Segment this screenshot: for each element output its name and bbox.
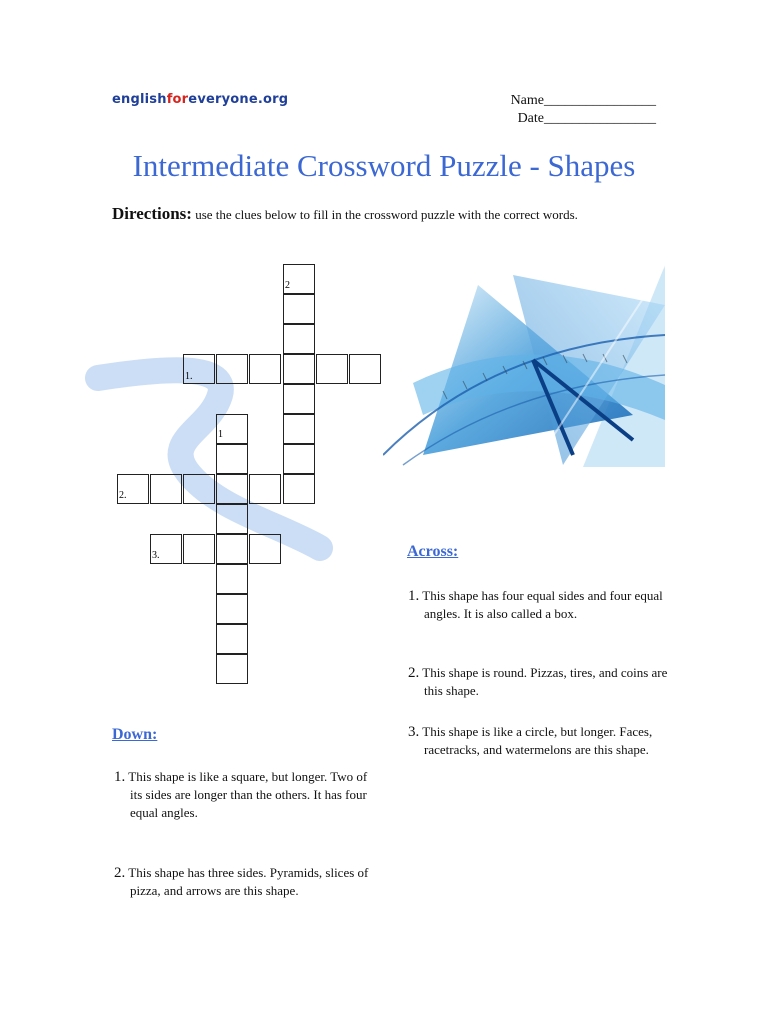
site-logo[interactable] (112, 92, 288, 107)
clue-number-across-2: 2. (119, 490, 127, 501)
across-clue-2 (408, 664, 669, 700)
across-clue-1-number: 1. (408, 588, 420, 604)
grid-cell[interactable] (316, 354, 348, 384)
down-clue-1-number: 1. (114, 769, 126, 785)
grid-cell[interactable] (183, 354, 215, 384)
directions-text: use the clues below to fill in the crossword puzzle with the correct words. (195, 207, 578, 222)
logo-everyone: everyone.org (188, 92, 289, 107)
grid-cell[interactable] (117, 474, 149, 504)
directions-label: Directions: (112, 204, 192, 223)
across-clue-2-text: This shape is round. Pizzas, tires, and coins are this shape. (422, 665, 668, 698)
grid-cell[interactable] (283, 414, 315, 444)
across-clue-2-number: 2. (408, 665, 420, 681)
grid-cell[interactable] (283, 324, 315, 354)
page-title: Intermediate Crossword Puzzle - Shapes (132, 148, 636, 183)
grid-cell[interactable] (283, 264, 315, 294)
down-clue-2 (114, 864, 375, 900)
grid-cell[interactable] (216, 654, 248, 684)
down-heading: Down: (112, 726, 158, 743)
grid-cell[interactable] (216, 474, 248, 504)
directions (112, 204, 712, 224)
date-field: Date________________ (517, 111, 656, 126)
clue-number-across-3: 3. (152, 550, 160, 561)
grid-cell[interactable] (283, 384, 315, 414)
grid-cell[interactable] (283, 444, 315, 474)
grid-cell[interactable] (216, 414, 248, 444)
grid-cell[interactable] (216, 444, 248, 474)
down-clue-1 (114, 768, 375, 822)
down-clue-2-text: This shape has three sides. Pyramids, slices of pizza, and arrows are this shape. (128, 865, 369, 898)
grid-cell[interactable] (249, 354, 281, 384)
clue-number-down-1: 1 (218, 429, 223, 440)
logo-english: english (112, 92, 167, 107)
grid-cell[interactable] (216, 624, 248, 654)
grid-cell[interactable] (216, 504, 248, 534)
grid-cell[interactable] (249, 474, 281, 504)
grid-cell[interactable] (216, 534, 248, 564)
grid-cell[interactable] (349, 354, 381, 384)
across-clue-3-text: This shape is like a circle, but longer. Faces, racetracks, and watermelons are this shape. (422, 724, 653, 757)
grid-cell[interactable] (283, 474, 315, 504)
logo-for: for (166, 92, 189, 107)
geometry-tools-image (383, 265, 665, 467)
grid-cell[interactable] (150, 534, 182, 564)
across-clue-3-number: 3. (408, 724, 420, 740)
grid-cell[interactable] (283, 354, 315, 384)
grid-cell[interactable] (249, 534, 281, 564)
across-heading: Across: (407, 543, 459, 560)
across-clue-1 (408, 587, 669, 623)
down-clue-2-number: 2. (114, 865, 126, 881)
clue-number-across-1: 1. (185, 371, 193, 382)
across-clue-1-text: This shape has four equal sides and four equal angles. It is also called a box. (422, 588, 663, 621)
name-date-block (470, 92, 656, 128)
across-clue-3 (408, 723, 669, 759)
down-clue-1-text: This shape is like a square, but longer. Two of its sides are longer than the others. It has four equal angles. (128, 769, 368, 820)
grid-cell[interactable] (216, 354, 248, 384)
clue-number-down-2: 2 (285, 280, 290, 291)
name-field: Name________________ (510, 93, 656, 108)
grid-cell[interactable] (283, 294, 315, 324)
grid-cell[interactable] (216, 564, 248, 594)
grid-cell[interactable] (150, 474, 182, 504)
grid-cell[interactable] (183, 474, 215, 504)
grid-cell[interactable] (183, 534, 215, 564)
grid-cell[interactable] (216, 594, 248, 624)
